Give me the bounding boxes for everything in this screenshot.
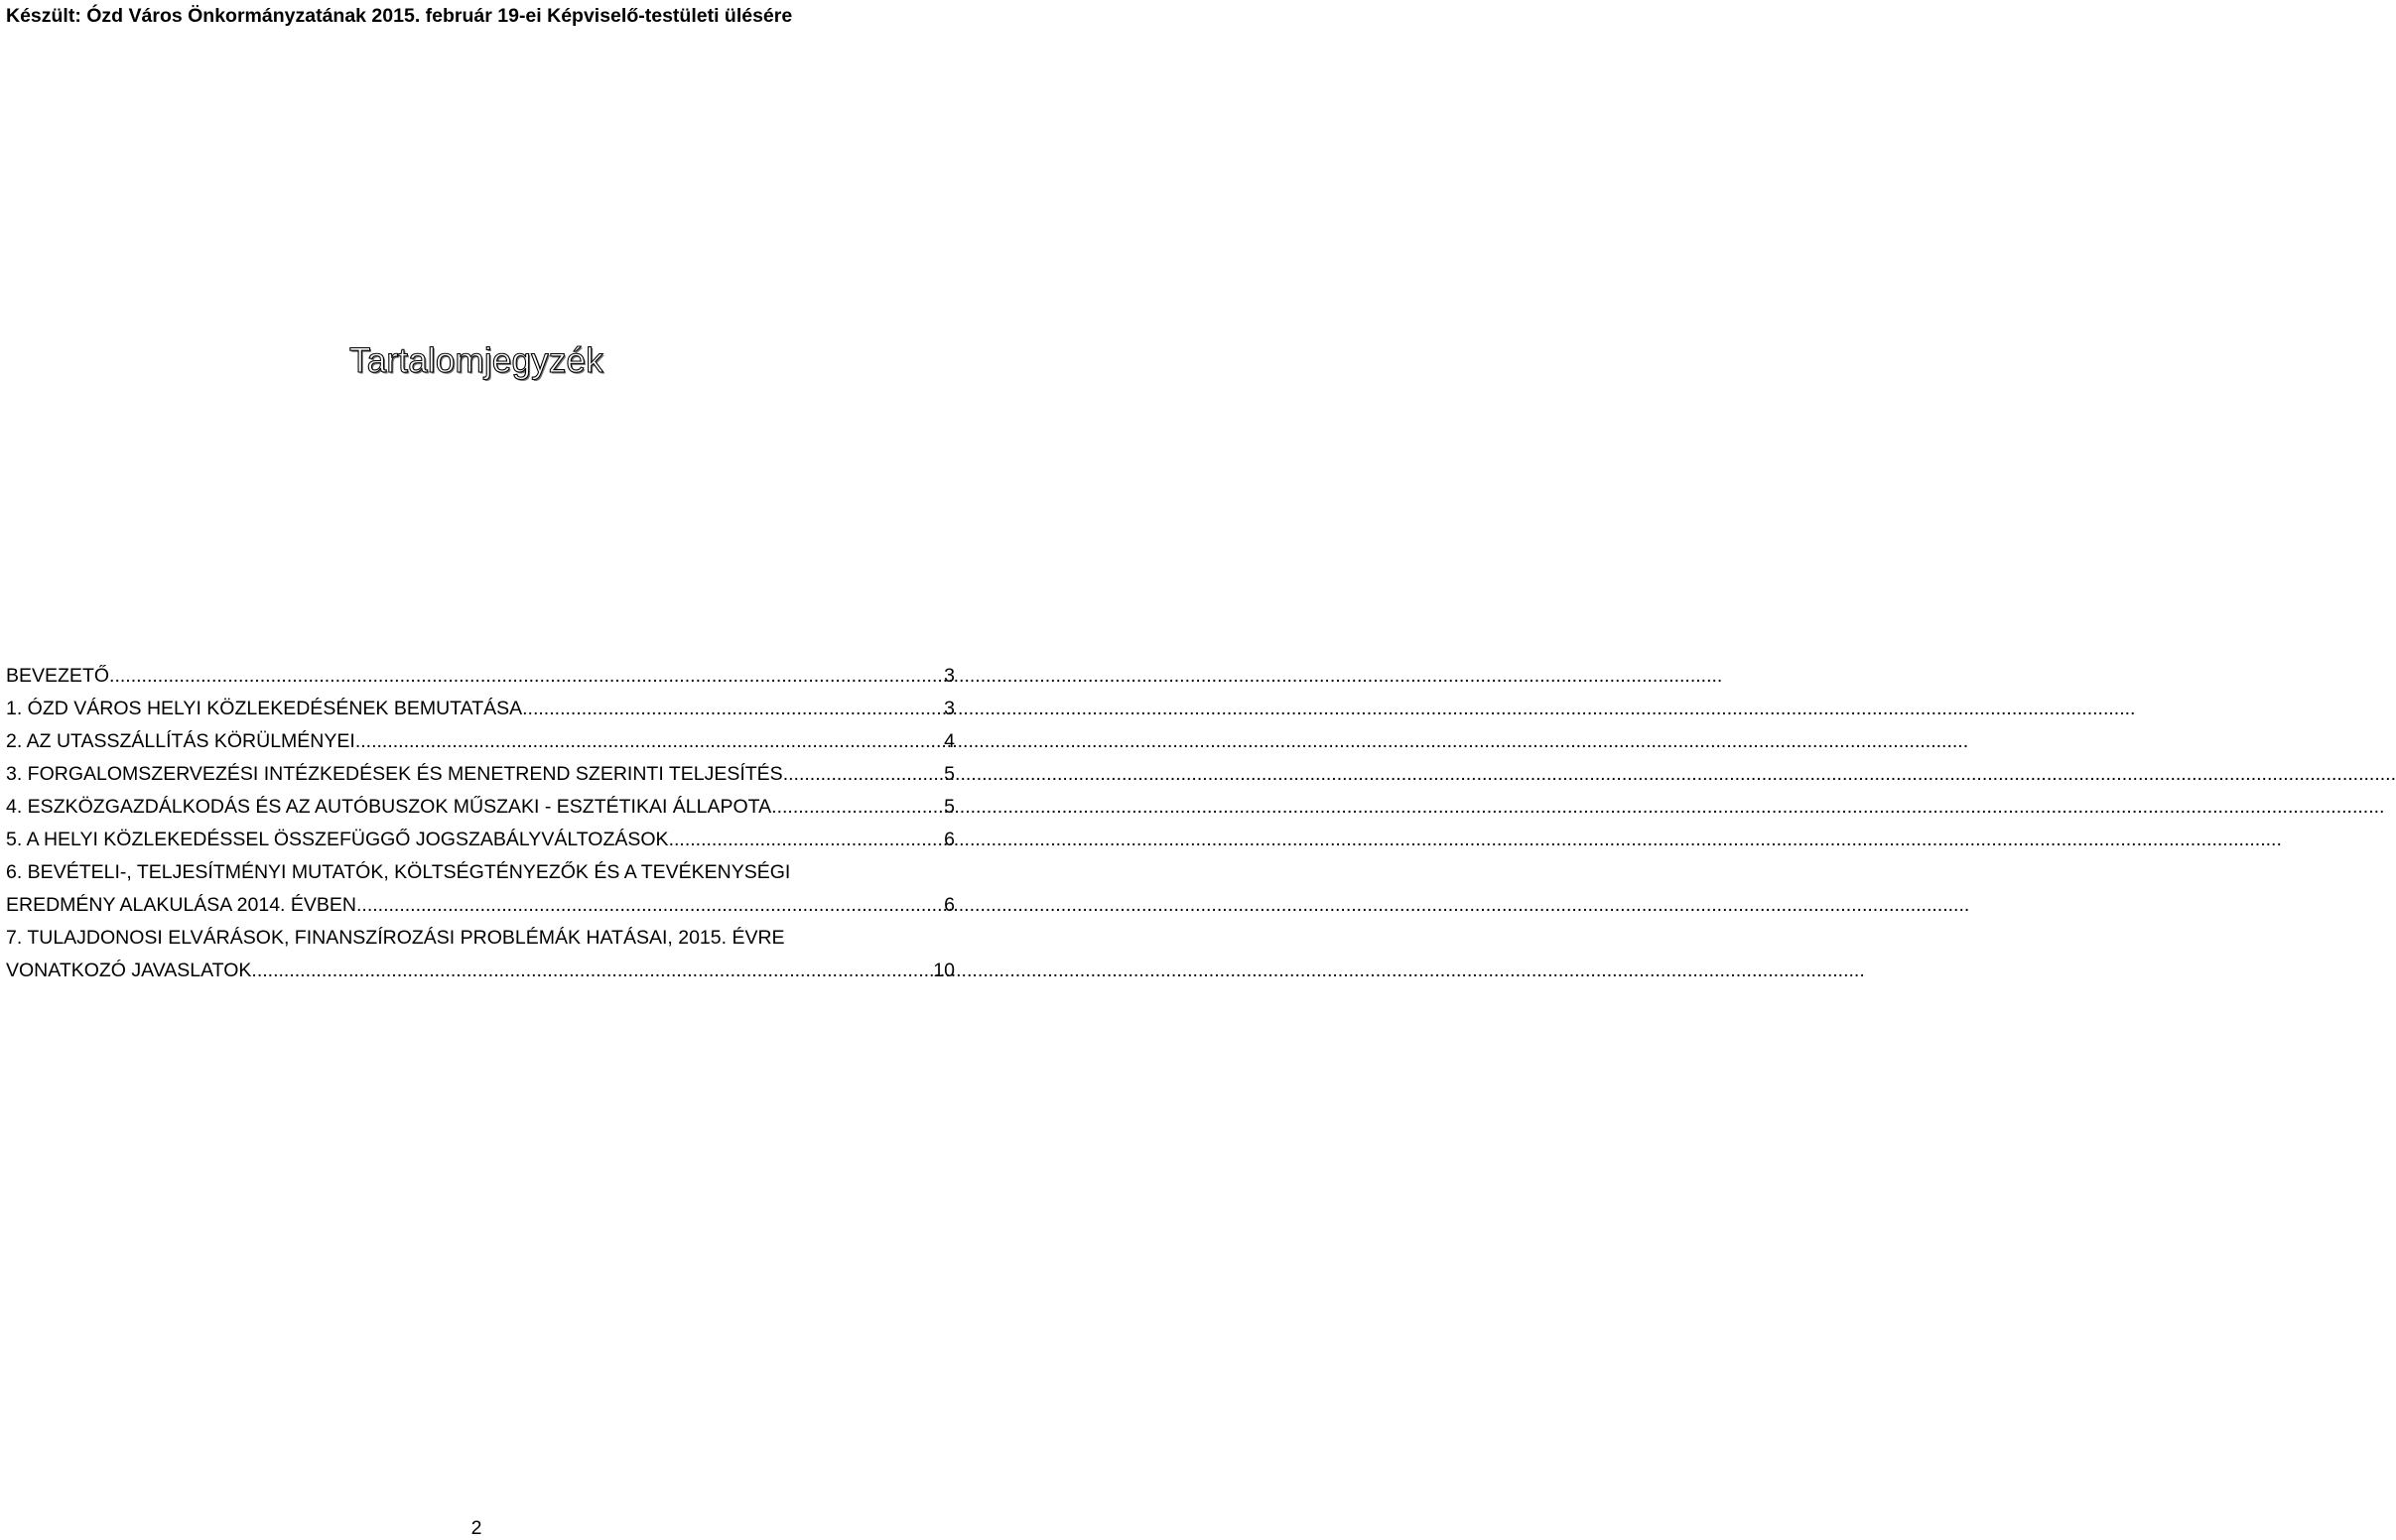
- toc-dot-leader: [109, 660, 942, 693]
- toc-dot-leader: [669, 824, 943, 856]
- toc-entry-1[interactable]: [6, 693, 955, 725]
- toc-entry-text: 2. AZ UTASSZÁLLÍTÁS KÖRÜLMÉNYEI: [6, 730, 355, 752]
- toc-entry-page: 5: [944, 763, 955, 785]
- toc-entry-page: 10: [933, 960, 955, 981]
- toc-dot-leader: [783, 758, 942, 791]
- toc-dot-leader: [355, 725, 942, 758]
- toc-entry-page: 6: [944, 894, 955, 916]
- toc-entry-6[interactable]: [6, 856, 955, 922]
- toc-entry-page: 4: [944, 730, 955, 752]
- toc-entry-text: BEVEZETŐ: [6, 665, 110, 687]
- toc-entry-text: 5. A HELYI KÖZLEKEDÉSSEL ÖSSZEFÜGGŐ JOGSZABÁLYVÁLTOZÁSOK: [6, 829, 669, 850]
- toc-entry-2[interactable]: [6, 725, 955, 758]
- toc-entry-page: 3: [944, 698, 955, 719]
- toc-entry-text-line1: 6. BEVÉTELI-, TELJESÍTMÉNYI MUTATÓK, KÖLTSÉGTÉNYEZŐK ÉS A TEVÉKENYSÉGI: [6, 861, 791, 883]
- toc-dot-leader: [771, 791, 942, 824]
- toc-entry-bevezeto[interactable]: [6, 660, 955, 693]
- toc-entry-3[interactable]: [6, 758, 955, 791]
- toc-title: Tartalomjegyzék: [349, 341, 603, 380]
- toc-entry-text: VONATKOZÓ JAVASLATOK: [6, 960, 252, 981]
- toc-dot-leader: [522, 693, 942, 725]
- toc-entry-text: EREDMÉNY ALAKULÁSA 2014. ÉVBEN: [6, 894, 356, 916]
- toc-entry-7[interactable]: [6, 922, 955, 987]
- page-number: 2: [470, 1517, 482, 1539]
- toc-entry-text-line1: 7. TULAJDONOSI ELVÁRÁSOK, FINANSZÍROZÁSI PROBLÉMÁK HATÁSAI, 2015. ÉVRE: [6, 927, 785, 949]
- toc-entry-text: 1. ÓZD VÁROS HELYI KÖZLEKEDÉSÉNEK BEMUTATÁSA: [6, 698, 523, 719]
- toc-entry-page: 5: [944, 796, 955, 818]
- toc-entry-text: 4. ESZKÖZGAZDÁLKODÁS ÉS AZ AUTÓBUSZOK MŰSZAKI - ESZTÉTIKAI ÁLLAPOTA: [6, 796, 772, 818]
- toc-entry-4[interactable]: [6, 791, 955, 824]
- toc-entry-5[interactable]: [6, 824, 955, 856]
- toc-entry-page: 3: [944, 665, 955, 687]
- toc-entry-text: 3. FORGALOMSZERVEZÉSI INTÉZKEDÉSEK ÉS MENETREND SZERINTI TELJESÍTÉS: [6, 763, 783, 785]
- document-header: Készült: Ózd Város Önkormányzatának 2015. február 19-ei Képviselő-testületi ülésére: [6, 5, 793, 27]
- toc-entry-page: 6: [944, 829, 955, 850]
- toc-dot-leader: [356, 889, 942, 922]
- toc-dot-leader: [251, 955, 931, 987]
- table-of-contents: [6, 660, 955, 987]
